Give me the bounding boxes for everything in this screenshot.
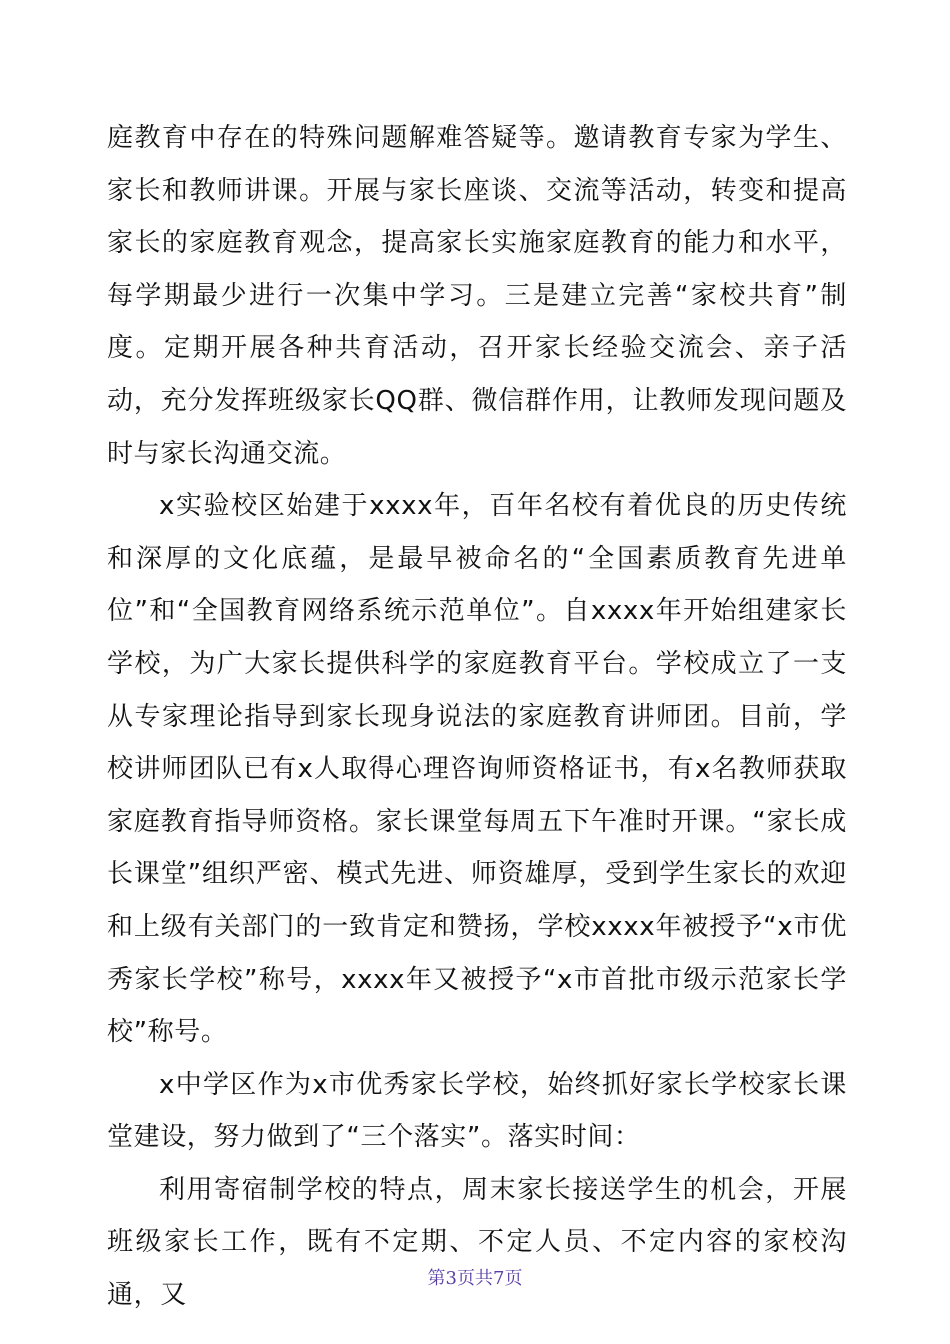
paragraph-1: 庭教育中存在的特殊问题解难答疑等。邀请教育专家为学生、家长和教师讲课。开展与家长座谈、交流等活动，转变和提高家长的家庭教育观念，提高家长实施家庭教育的能力和水平，每学期最少进行一次集中学习。三是建立完善“家校共育”制度。定期开展各种共育活动，召开家长经验交流会、亲子活动，充分发挥班级家长QQ群、微信群作用，让教师发现问题及时与家长沟通交流。 — [107, 123, 847, 469]
paragraph-2: x实验校区始建于xxxx年，百年名校有着优良的历史传统和深厚的文化底蕴，是最早被命名的“全国素质教育先进单位”和“全国教育网络系统示范单位”。自xxxx年开始组建家长学校，为广大家长提供科学的家庭教育平台。学校成立了一支从专家理论指导到家长现身说法的家庭教育讲师团。目前，学校讲师团队已有x人取得心理咨询师资格证书，有x名教师获取家庭教育指导师资格。家长课堂每周五下午准时开课。“家长成长课堂”组织严密、模式先进、师资雄厚，受到学生家长的欢迎和上级有关部门的一致肯定和赞扬，学校xxxx年被授予“x市优秀家长学校”称号，xxxx年又被授予“x市首批市级示范家长学校”称号。 — [107, 491, 847, 1048]
paragraph-4: 利用寄宿制学校的特点，周末家长接送学生的机会，开展班级家长工作，既有不定期、不定人员、不定内容的家校沟通，又 — [107, 1174, 847, 1311]
page-number-footer: 第3页共7页 — [427, 1268, 523, 1289]
document-body — [107, 112, 847, 1322]
paragraph-3: x中学区作为x市优秀家长学校，始终抓好家长学校家长课堂建设，努力做到了“三个落实”。落实时间： — [107, 1069, 847, 1153]
